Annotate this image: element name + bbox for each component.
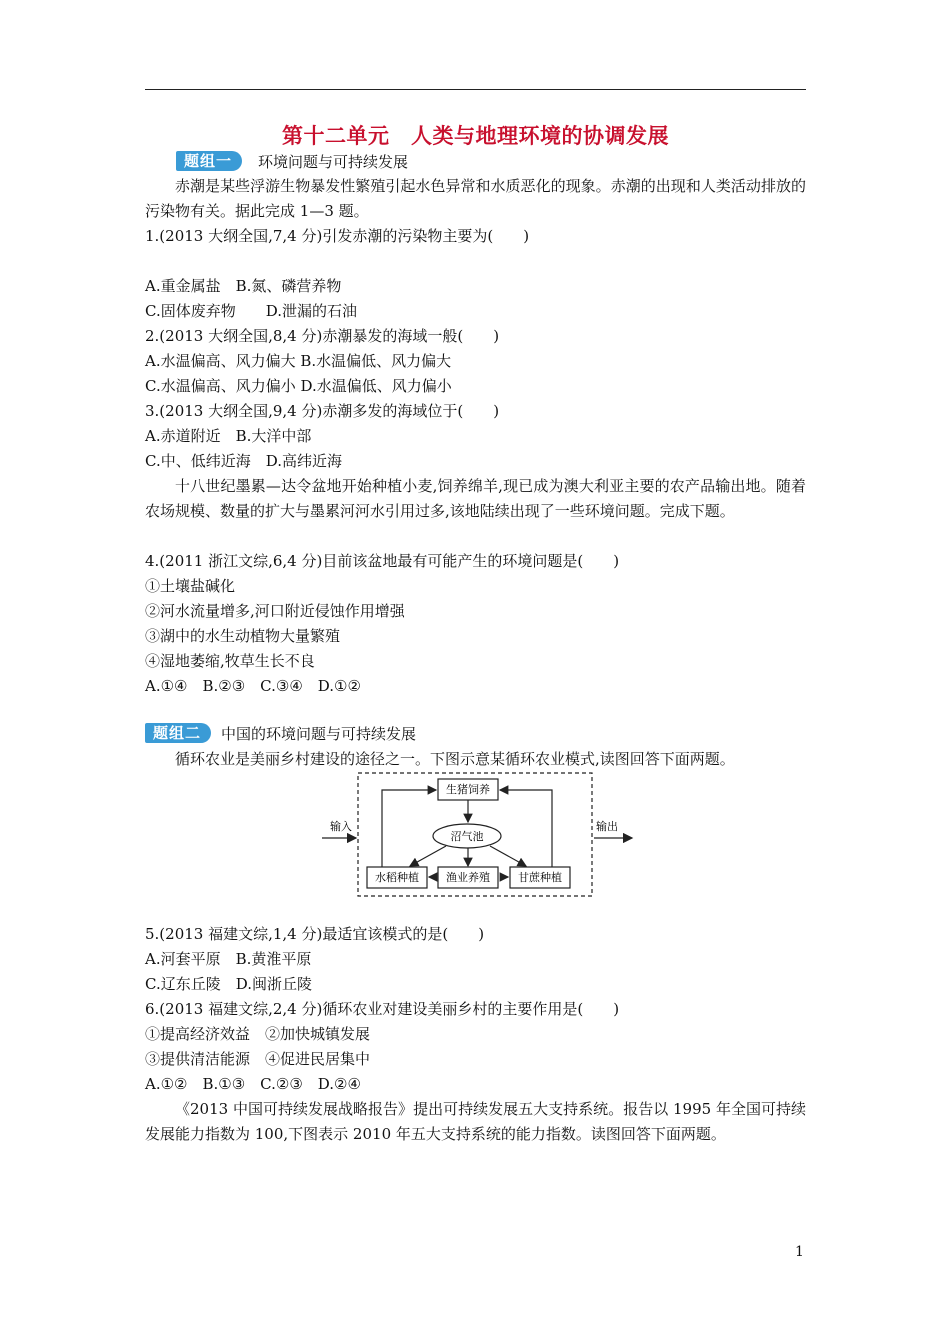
header-rule <box>145 89 806 90</box>
q5-options-2: C.辽东丘陵 D.闽浙丘陵 <box>145 975 312 993</box>
biogas-pool-label: 沼气池 <box>450 830 484 843</box>
circular-agriculture-diagram <box>320 768 640 903</box>
q2-options-1: A.水温偏高、风力偏大 B.水温偏低、风力偏大 <box>145 352 452 370</box>
q3-options-2: C.中、低纬近海 D.高纬近海 <box>145 452 342 470</box>
q4-item-3: ③湖中的水生动植物大量繁殖 <box>145 627 341 645</box>
input-label: 输入 <box>330 820 352 833</box>
q3-stem: 3.(2013 大纲全国,9,4 分)赤潮多发的海域位于( ) <box>145 402 500 420</box>
group1-badge: 题组一 <box>176 151 242 171</box>
q6-items-1: ①提高经济效益 ②加快城镇发展 <box>145 1025 371 1043</box>
arrow-biogas-to-sugarcane <box>490 846 526 866</box>
group1-intro: 赤潮是某些浮游生物暴发性繁殖引起水色异常和水质恶化的现象。赤潮的出现和人类活动排放的污染物有关。据此完成 1—3 题。 <box>145 177 806 220</box>
q4-options: A.①④ B.②③ C.③④ D.①② <box>145 677 361 695</box>
q1-options-2: C.固体废弃物 D.泄漏的石油 <box>145 302 357 320</box>
q1-options-1: A.重金属盐 B.氮、磷营养物 <box>145 277 342 295</box>
output-label: 输出 <box>596 820 618 833</box>
page-number: 1 <box>795 1244 804 1260</box>
group2-topic: 中国的环境问题与可持续发展 <box>221 724 417 743</box>
q2-options-2: C.水温偏高、风力偏小 D.水温偏低、风力偏小 <box>145 377 452 395</box>
q4-item-2: ②河水流量增多,河口附近侵蚀作用增强 <box>145 602 405 620</box>
group2-intro: 循环农业是美丽乡村建设的途径之一。下图示意某循环农业模式,读图回答下面两题。 <box>175 750 735 768</box>
q5-options-1: A.河套平原 B.黄淮平原 <box>145 950 312 968</box>
q2-stem: 2.(2013 大纲全国,8,4 分)赤潮暴发的海域一般( ) <box>145 327 500 345</box>
q3-options-1: A.赤道附近 B.大洋中部 <box>145 427 312 445</box>
sugarcane-label: 甘蔗种植 <box>518 871 562 884</box>
rice-planting-label: 水稻种植 <box>375 871 419 884</box>
q6-options: A.①② B.①③ C.②③ D.②④ <box>145 1075 361 1093</box>
group2-intro2: 《2013 中国可持续发展战略报告》提出可持续发展五大支持系统。报告以 1995 年全国可持续发展能力指数为 100,下图表示 2010 年五大支持系统的能力指数。读图回答下面两题。 <box>145 1100 806 1143</box>
pig-farming-label: 生猪饲养 <box>446 783 490 796</box>
q4-stem: 4.(2011 浙江文综,6,4 分)目前该盆地最有可能产生的环境问题是( ) <box>145 552 620 570</box>
group2-header <box>145 722 416 744</box>
group2-badge: 题组二 <box>145 723 211 743</box>
arrow-biogas-to-rice <box>410 846 446 866</box>
q6-stem: 6.(2013 福建文综,2,4 分)循环农业对建设美丽乡村的主要作用是( ) <box>145 1000 620 1018</box>
fishery-label: 渔业养殖 <box>446 871 490 884</box>
unit-title: 第十二单元 人类与地理环境的协调发展 <box>282 123 669 148</box>
q5-stem: 5.(2013 福建文综,1,4 分)最适宜该模式的是( ) <box>145 925 485 943</box>
group1-header <box>176 150 408 172</box>
q6-items-2: ③提供清洁能源 ④促进民居集中 <box>145 1050 371 1068</box>
group1-intro2: 十八世纪墨累—达令盆地开始种植小麦,饲养绵羊,现已成为澳大利亚主要的农产品输出地。随着农场规模、数量的扩大与墨累河河水引用过多,该地陆续出现了一些环境问题。完成下题。 <box>145 477 806 520</box>
q1-stem: 1.(2013 大纲全国,7,4 分)引发赤潮的污染物主要为( ) <box>145 227 530 245</box>
q4-item-4: ④湿地萎缩,牧草生长不良 <box>145 652 315 670</box>
group1-topic: 环境问题与可持续发展 <box>258 152 409 171</box>
q4-item-1: ①土壤盐碱化 <box>145 577 236 595</box>
